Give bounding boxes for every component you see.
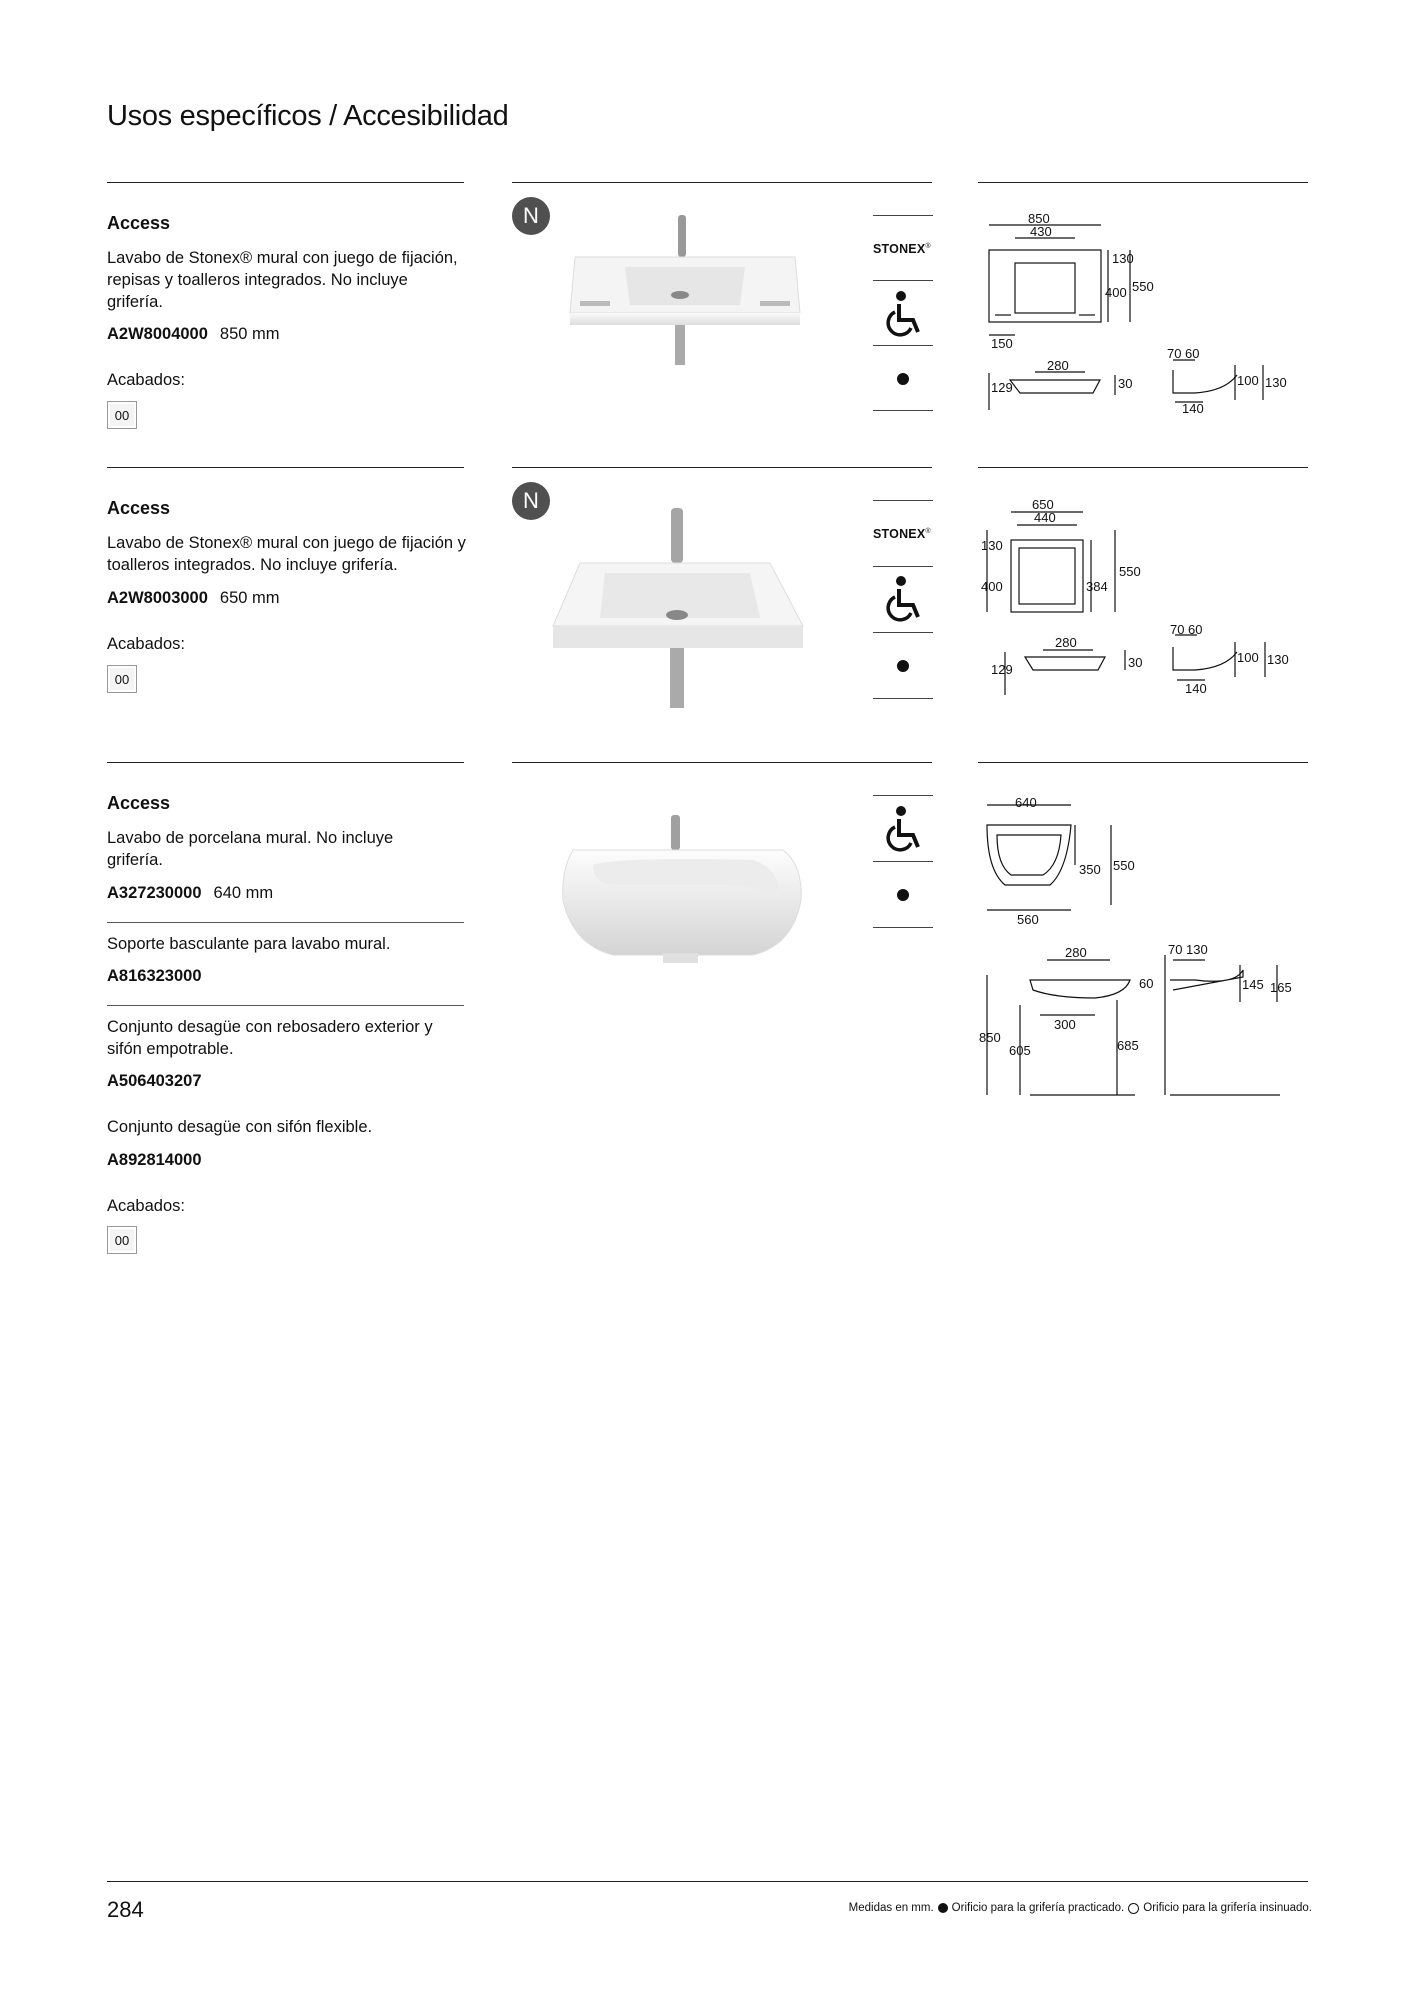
product-name: Access <box>107 498 171 518</box>
dim-label: 100 <box>1237 373 1259 388</box>
divider <box>873 566 933 567</box>
divider <box>107 1005 464 1006</box>
product-code-line <box>107 589 280 608</box>
product-code-line <box>107 884 273 903</box>
stonex-label: STONEX® <box>873 242 931 256</box>
footnote-prefix: Medidas en mm. <box>848 1902 934 1914</box>
product-image <box>555 215 805 370</box>
divider <box>873 927 933 928</box>
dim-label: 605 <box>1009 1043 1031 1058</box>
divider <box>873 861 933 862</box>
finishes-label: Acabados: <box>107 635 185 653</box>
dim-label: 850 <box>1028 211 1050 226</box>
dim-label: 130 <box>1112 251 1134 266</box>
dim-label: 350 <box>1079 862 1101 877</box>
dim-label: 60 <box>1188 622 1203 637</box>
dim-label: 130 <box>1267 652 1289 667</box>
dim-label: 165 <box>1270 980 1292 995</box>
finish-swatch[interactable]: 00 <box>107 665 137 693</box>
basin-bowl <box>625 267 745 305</box>
new-badge: N <box>512 197 550 235</box>
finishes-label: Acabados: <box>107 1197 185 1215</box>
product-image <box>545 508 815 718</box>
dim-label: 440 <box>1034 510 1056 525</box>
faucet <box>671 508 683 563</box>
dim-label: 384 <box>1086 579 1108 594</box>
towel-bar <box>580 301 610 306</box>
footer-divider <box>107 1881 1308 1882</box>
dim-label: 430 <box>1030 224 1052 239</box>
divider <box>107 182 464 183</box>
divider <box>873 215 933 216</box>
wheelchair-icon <box>885 290 925 338</box>
dim-label: 70 <box>1168 942 1183 957</box>
dim-label: 140 <box>1185 681 1207 696</box>
product-description: Lavabo de porcelana mural. No incluye grifería. <box>107 829 394 869</box>
finish-swatch[interactable]: 00 <box>107 401 137 429</box>
page-title: Usos específicos / Accesibilidad <box>107 100 509 132</box>
finish-swatch[interactable]: 00 <box>107 1226 137 1254</box>
dim-label: 400 <box>1105 285 1127 300</box>
technical-drawing <box>975 790 1315 1100</box>
accessory-code: A506403207 <box>107 1072 202 1090</box>
accessory-code: A892814000 <box>107 1151 202 1169</box>
divider <box>873 345 933 346</box>
dim-label: 70 <box>1167 346 1182 361</box>
footnote-open: Orificio para la grifería insinuado. <box>1143 1902 1312 1914</box>
wheelchair-icon <box>885 575 925 623</box>
divider <box>873 500 933 501</box>
faucet <box>671 815 680 850</box>
divider <box>873 280 933 281</box>
drain <box>671 291 689 299</box>
product-code: A2W8004000 <box>107 325 208 343</box>
dim-label: 280 <box>1055 635 1077 650</box>
product-description: Lavabo de Stonex® mural con juego de fijación, repisas y toalleros integrados. No incluye grifería. <box>107 249 458 311</box>
dim-label: 140 <box>1182 401 1204 415</box>
dim-label: 400 <box>981 579 1003 594</box>
divider <box>978 762 1308 763</box>
dim-label: 129 <box>991 662 1013 677</box>
dim-label: 150 <box>991 336 1013 351</box>
footnote <box>849 1902 1312 1914</box>
dim-label: 280 <box>1065 945 1087 960</box>
stonex-label: STONEX® <box>873 527 931 541</box>
dim-label: 130 <box>1265 375 1287 390</box>
faucet-hole-filled-icon <box>897 889 909 901</box>
product-name: Access <box>107 793 171 813</box>
towel-bar <box>760 301 790 306</box>
product-name: Access <box>107 213 171 233</box>
dim-label: 560 <box>1017 912 1039 927</box>
drain <box>666 610 688 620</box>
product-size: 850 mm <box>219 325 280 343</box>
faucet <box>678 215 686 257</box>
accessory-description: Conjunto desagüe con sifón flexible. <box>107 1118 373 1136</box>
faucet-hole-filled-icon <box>897 660 909 672</box>
accessory-code: A816323000 <box>107 967 202 985</box>
product-size: 640 mm <box>213 884 274 902</box>
product-code: A327230000 <box>107 884 202 902</box>
dim-label: 550 <box>1113 858 1135 873</box>
product-size: 650 mm <box>219 589 280 607</box>
product-image <box>553 815 813 965</box>
dim-label: 650 <box>1032 497 1054 512</box>
dim-label: 30 <box>1118 376 1133 391</box>
divider <box>107 467 464 468</box>
divider <box>107 762 464 763</box>
wheelchair-icon <box>885 805 925 853</box>
divider <box>107 922 464 923</box>
dim-label: 550 <box>1119 564 1141 579</box>
filled-dot-icon <box>938 1903 948 1913</box>
top-view-outline <box>989 250 1101 322</box>
divider <box>873 632 933 633</box>
footnote-filled: Orificio para la grifería practicado. <box>951 1902 1125 1914</box>
product-code: A2W8003000 <box>107 589 208 607</box>
dim-label: 60 <box>1139 976 1154 991</box>
siphon <box>670 648 684 708</box>
dim-label: 130 <box>1186 942 1208 957</box>
dim-label: 129 <box>991 380 1013 395</box>
dim-label: 60 <box>1185 346 1200 361</box>
dim-label: 100 <box>1237 650 1259 665</box>
dim-label: 70 <box>1170 622 1185 637</box>
divider <box>512 182 932 183</box>
dim-label: 550 <box>1132 279 1154 294</box>
basin-base <box>663 953 698 963</box>
divider <box>873 698 933 699</box>
new-badge: N <box>512 482 550 520</box>
divider <box>873 410 933 411</box>
divider <box>512 467 932 468</box>
dim-label: 130 <box>981 538 1003 553</box>
technical-drawing <box>975 205 1315 415</box>
material-label: STONEX <box>873 242 926 256</box>
divider <box>978 467 1308 468</box>
basin-front <box>570 313 800 325</box>
material-label: STONEX <box>873 527 926 541</box>
top-view-outline <box>1011 540 1083 612</box>
dim-label: 685 <box>1117 1038 1139 1053</box>
faucet-hole-filled-icon <box>897 373 909 385</box>
accessory-description: Conjunto desagüe con rebosadero exterior y sifón empotrable. <box>107 1018 433 1058</box>
accessory-description: Soporte basculante para lavabo mural. <box>107 935 391 953</box>
open-circle-icon <box>1128 1903 1139 1914</box>
divider <box>978 182 1308 183</box>
dim-label: 300 <box>1054 1017 1076 1032</box>
dim-label: 145 <box>1242 977 1264 992</box>
finishes-label: Acabados: <box>107 371 185 389</box>
dim-label: 30 <box>1128 655 1143 670</box>
siphon <box>675 325 685 365</box>
product-description: Lavabo de Stonex® mural con juego de fijación y toalleros integrados. No incluye grifería. <box>107 534 466 574</box>
dim-label: 640 <box>1015 795 1037 810</box>
product-code-line <box>107 325 280 344</box>
basin-front <box>553 626 803 648</box>
technical-drawing <box>975 490 1315 710</box>
divider <box>512 762 932 763</box>
divider <box>873 795 933 796</box>
dim-label: 280 <box>1047 358 1069 373</box>
dim-label: 850 <box>979 1030 1001 1045</box>
page-number: 284 <box>107 1897 144 1922</box>
